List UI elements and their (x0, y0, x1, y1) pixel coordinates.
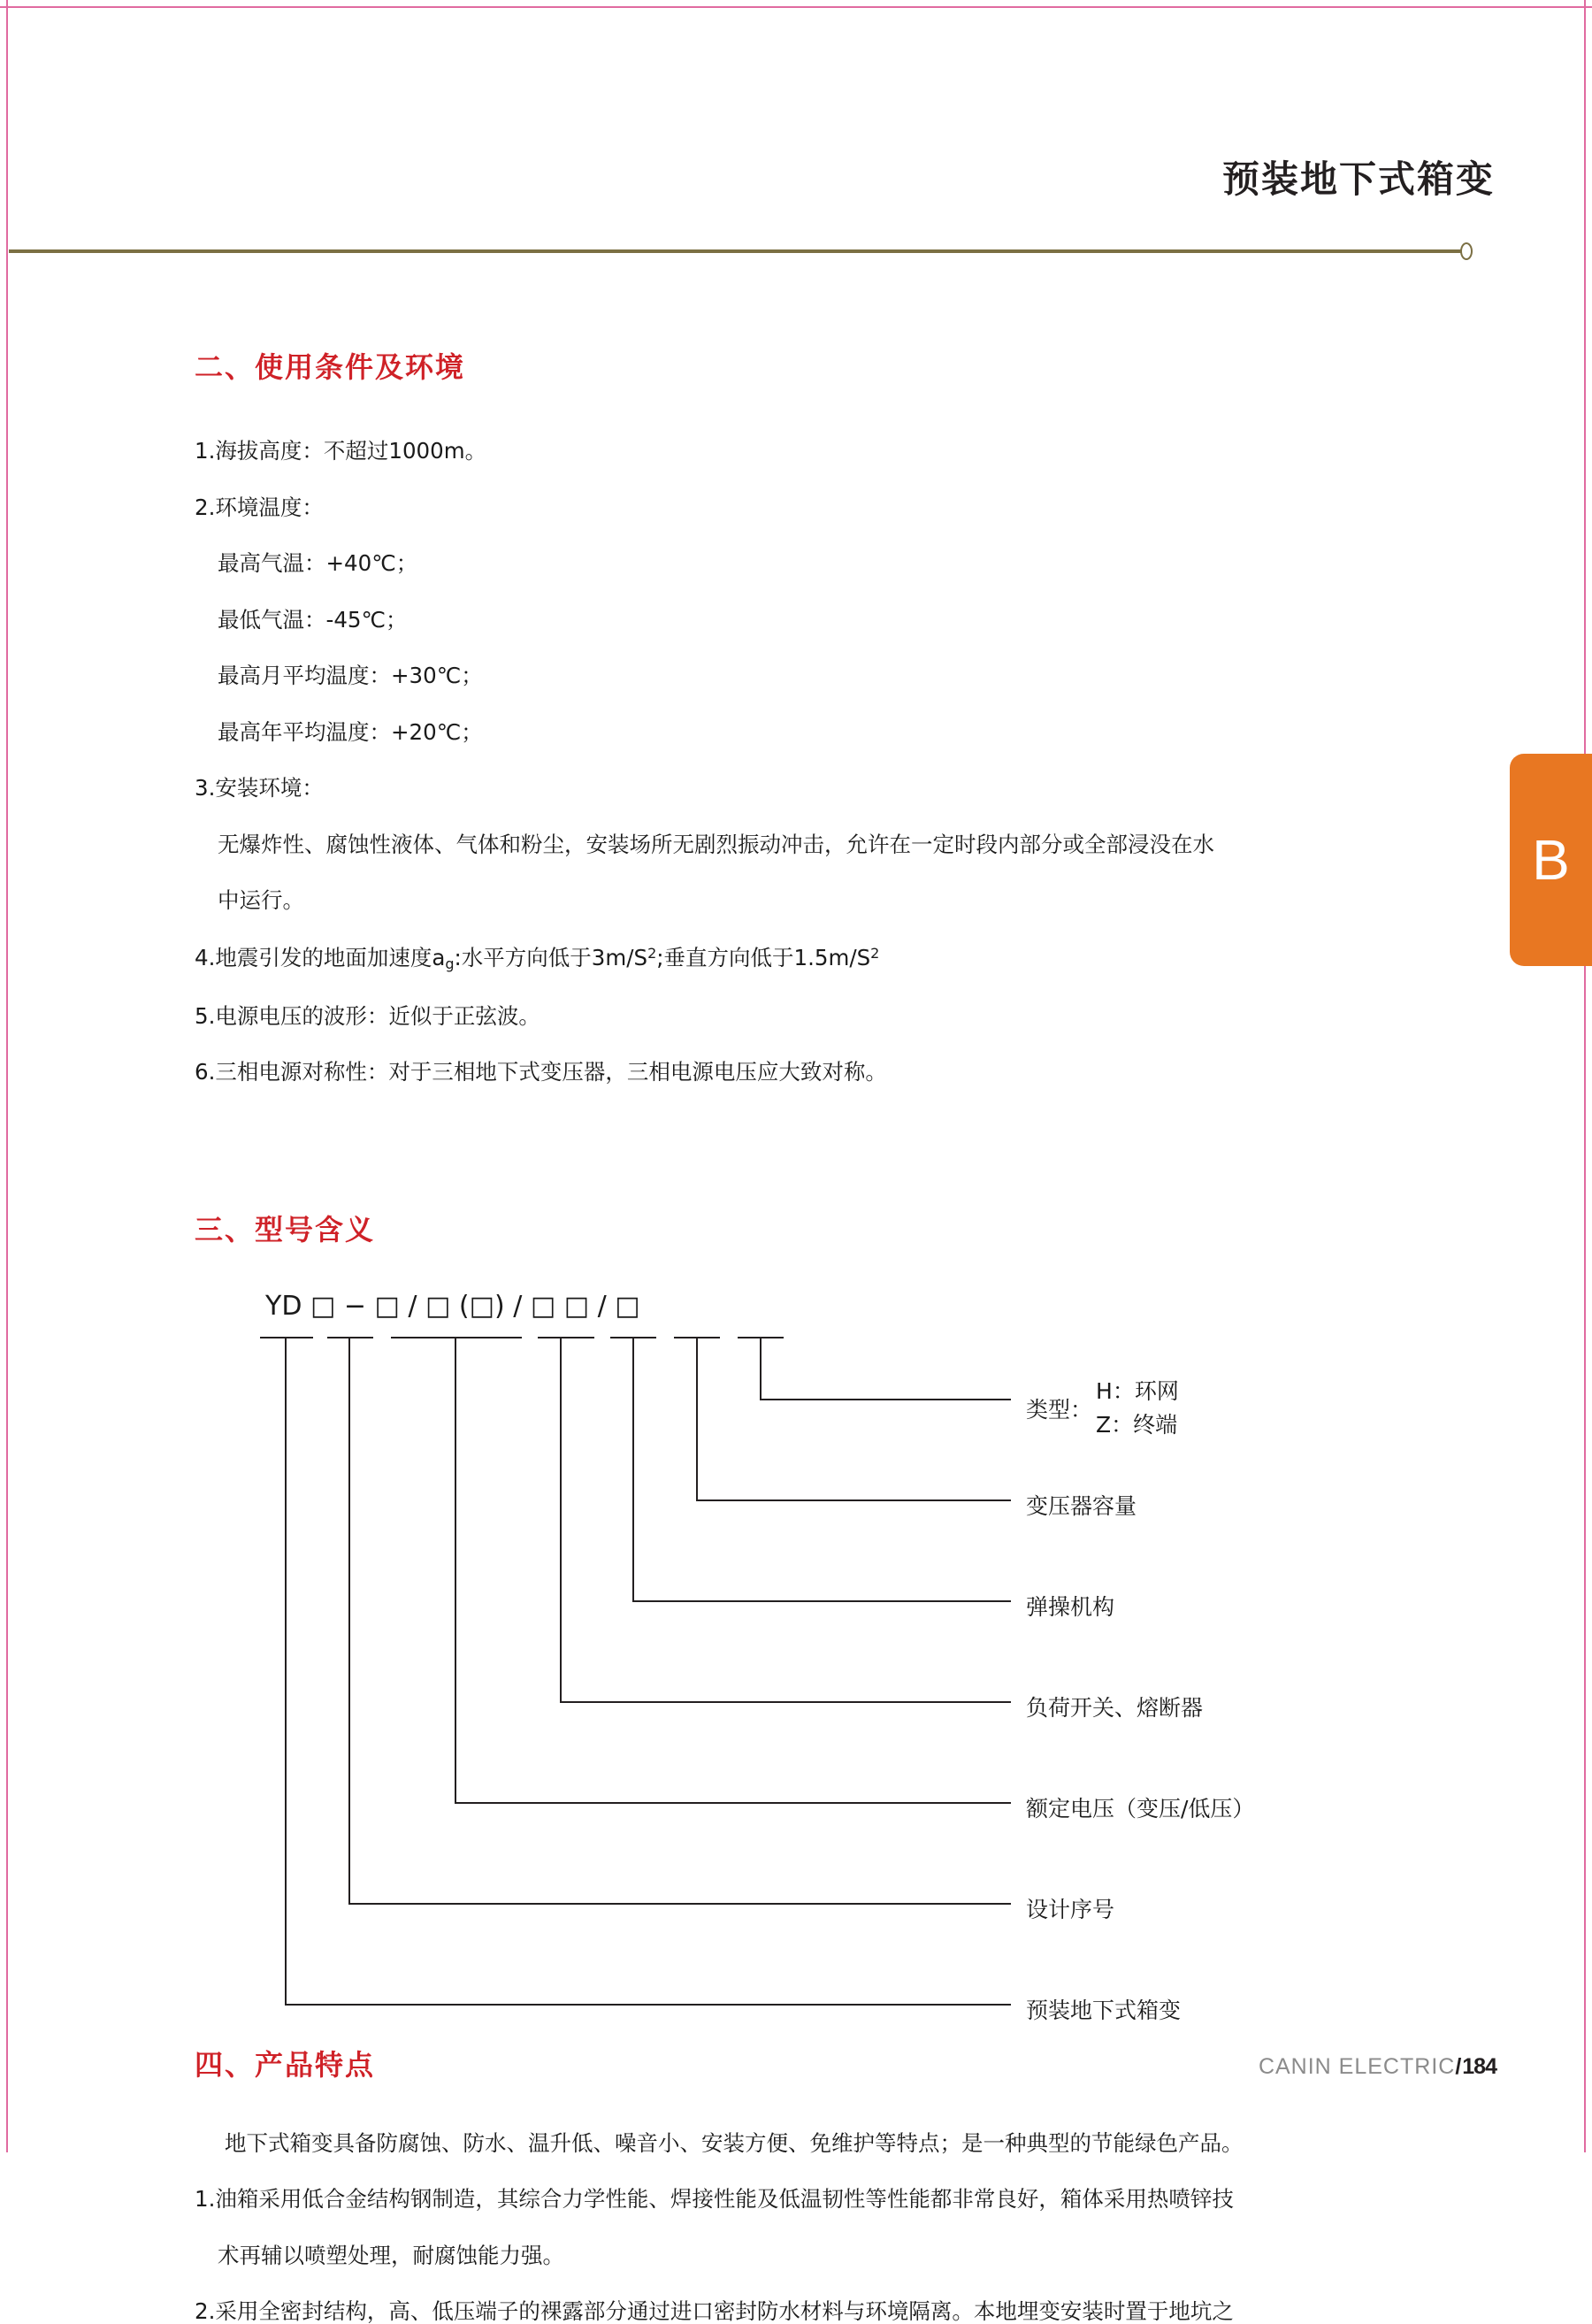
section-two-line-10-seismic (195, 944, 1450, 972)
section-two-line-11: 5.电源电压的波形：近似于正弦波。 (195, 1002, 540, 1029)
page-frame-left-rule (6, 0, 8, 2152)
page-content (195, 345, 1450, 2323)
section-two-line-12: 6.三相电源对称性：对于三相地下式变压器，三相电源电压应大致对称。 (195, 1059, 887, 1085)
page-frame-right-rule (1584, 0, 1586, 2152)
section-two-line-5: 最高月平均温度：+30℃； (218, 663, 483, 688)
model-code-string: YD □ − □ / □ (□) / □ □ / □ (265, 1290, 640, 1322)
model-designation-diagram (195, 1290, 1450, 2023)
leader-horizontal-product (285, 2004, 1011, 2006)
label-load-switch-fuse: 负荷开关、熔断器 (1026, 1694, 1204, 1721)
section-two-line-7: 3.安装环境： (195, 775, 324, 801)
section-four-line-1: 1.油箱采用低合金结构钢制造，其综合力学性能、焊接性能及低温韧性等性能都非常良好，箱体采用热喷锌技 (195, 2186, 1234, 2212)
label-transformer-capacity: 变压器容量 (1026, 1492, 1137, 1519)
tick-bar-rated-voltage (391, 1337, 522, 1338)
leader-horizontal-design-serial (348, 1903, 1011, 1905)
leader-horizontal-capacity (696, 1499, 1011, 1501)
section-heading-two: 二、使用条件及环境 (195, 350, 466, 384)
leader-vertical-design-serial (348, 1337, 350, 1905)
leader-vertical-type (760, 1337, 762, 1400)
seismic-superscript-2: 2 (870, 944, 880, 962)
section-two-line-9: 中运行。 (218, 887, 304, 913)
section-heading-three: 三、型号含义 (195, 1212, 376, 1246)
label-type-h: H：环网 (1096, 1377, 1179, 1404)
section-four-intro: 地下式箱变具备防腐蚀、防水、温升低、噪音小、安装方便、免维护等特点；是一种典型的节能绿色产品。 (225, 2129, 1244, 2156)
leader-horizontal-load-switch (560, 1701, 1011, 1703)
label-type-group (1026, 1375, 1179, 1444)
leader-horizontal-rated-voltage (455, 1802, 1011, 1804)
leader-vertical-capacity (696, 1337, 698, 1501)
section-two-line-4: 最低气温：-45℃； (218, 606, 408, 633)
header-divider-end-circle-icon (1460, 242, 1473, 260)
header-divider-line (9, 249, 1466, 253)
leader-vertical-rated-voltage (455, 1337, 456, 1804)
leader-horizontal-type (760, 1399, 1011, 1400)
label-rated-voltage: 额定电压（变压/低压） (1026, 1795, 1255, 1822)
page-frame-top-rule (0, 6, 1592, 8)
section-four-line-2: 术再辅以喷塑处理，耐腐蚀能力强。 (218, 2242, 564, 2268)
leader-horizontal-spring (632, 1600, 1011, 1602)
seismic-superscript-1: 2 (647, 944, 657, 962)
seismic-mid-2: ;垂直方向低于1.5m/S (656, 944, 871, 970)
label-spring-mechanism: 弹操机构 (1026, 1593, 1115, 1620)
page-footer (1259, 2054, 1496, 2080)
label-type-z: Z：终端 (1096, 1412, 1178, 1438)
tick-bar-load-switch (538, 1337, 594, 1338)
label-product-name: 预装地下式箱变 (1026, 1997, 1182, 2023)
header-divider (9, 241, 1477, 262)
section-two-line-1: 1.海拔高度：不超过1000m。 (195, 438, 487, 464)
footer-page-number: 184 (1462, 2054, 1496, 2079)
seismic-subscript-g: g (445, 955, 455, 972)
label-design-serial: 设计序号 (1026, 1896, 1115, 1922)
label-type: 类型： (1026, 1397, 1093, 1423)
footer-brand: CANIN ELECTRIC (1258, 2054, 1456, 2079)
page-title: 预装地下式箱变 (1221, 157, 1495, 201)
seismic-mid: :水平方向低于3m/S (454, 944, 648, 970)
section-two-line-2: 2.环境温度： (195, 494, 324, 520)
section-heading-four: 四、产品特点 (195, 2047, 376, 2082)
leader-vertical-product (285, 1337, 287, 2006)
section-two-line-8: 无爆炸性、腐蚀性液体、气体和粉尘，安装场所无剧烈振动冲击，允许在一定时段内部分或全部浸没在水 (218, 831, 1214, 857)
seismic-prefix: 4.地震引发的地面加速度a (195, 944, 446, 970)
section-two-line-6: 最高年平均温度：+20℃； (218, 718, 483, 745)
section-tab-letter: B (1532, 828, 1570, 892)
tick-bar-product (260, 1337, 313, 1338)
leader-vertical-spring (632, 1337, 634, 1602)
leader-vertical-load-switch (560, 1337, 562, 1703)
section-tab-b (1510, 754, 1592, 966)
footer-separator: / (1455, 2054, 1463, 2079)
section-two-line-3: 最高气温：+40℃； (218, 550, 418, 576)
tick-bar-design-serial (327, 1337, 373, 1338)
section-four-line-3: 2.采用全密封结构，高、低压端子的裸露部分通过进口密封防水材料与环境隔离。本地埋变安装时置于地坑之 (195, 2298, 1234, 2324)
